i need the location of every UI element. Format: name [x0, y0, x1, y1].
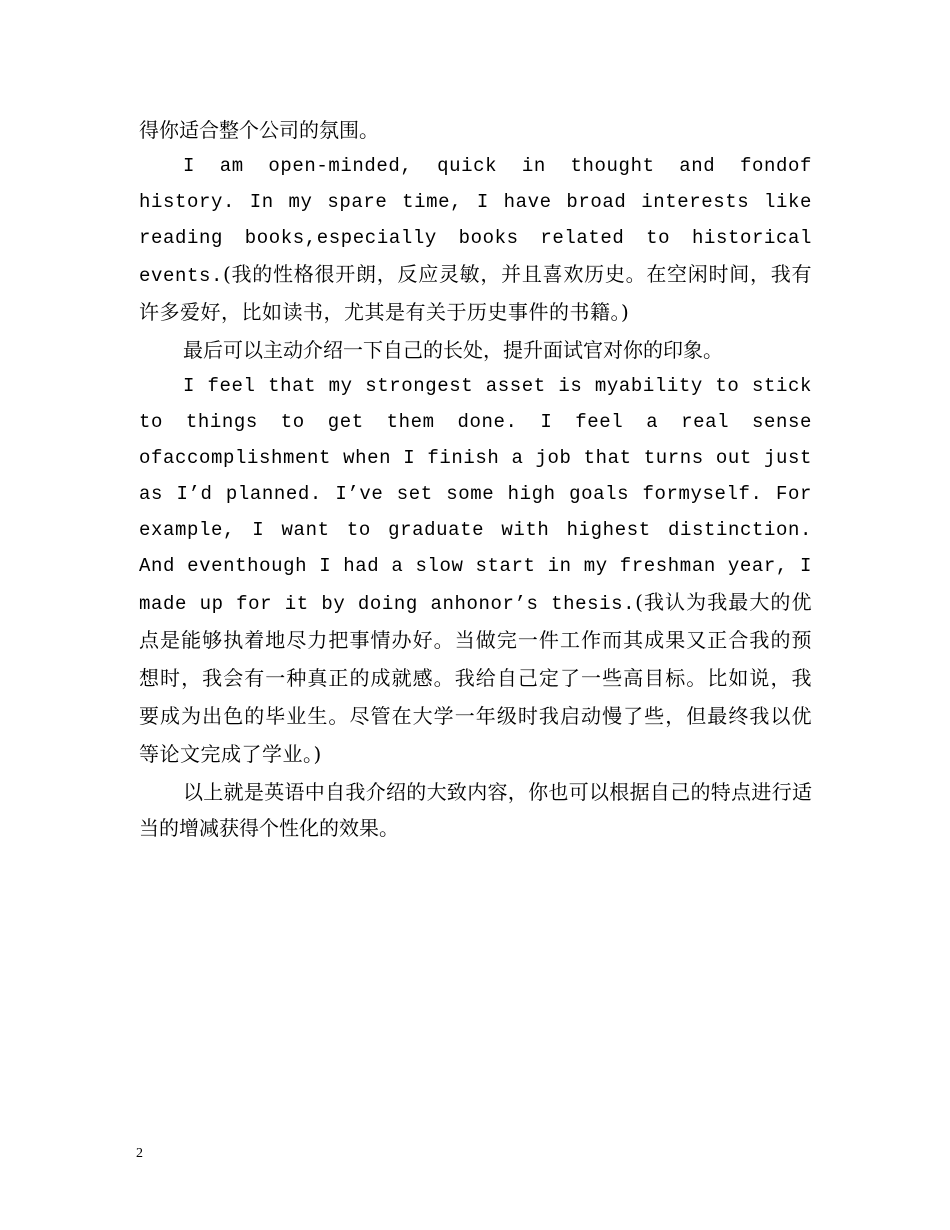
- paragraph-2-en: I am open-minded, quick in thought and fondof history. In my spare time, I have broad interests like reading books,especially books related to historical events.: [139, 155, 812, 287]
- paragraph-4-zh: (我认为我最大的优点是能够执着地尽力把事情办好。当做完一件工作而其成果又正合我的预想时，我会有一种真正的成就感。我给自己定了一些高目标。比如说，我要成为出色的毕业生。尽管在大学一年级时我启动慢了些，但最终我以优等论文完成了学业。): [139, 590, 812, 766]
- paragraph-2: [139, 148, 812, 332]
- paragraph-4-en: I feel that my strongest asset is myability to stick to things to get them done. I feel a real sense ofaccomplishment when I finish a job that turns out just as I’d planned. I’ve set some high goals formyself. For example, I want to graduate with highest distinction. And eventhough I had a slow start in my freshman year, I made up for it by doing anhonor’s thesis.: [139, 375, 812, 615]
- paragraph-2-zh: (我的性格很开朗，反应灵敏，并且喜欢历史。在空闲时间，我有许多爱好，比如读书，尤其是有关于历史事件的书籍。): [139, 262, 812, 324]
- page-number: 2: [136, 1146, 143, 1161]
- paragraph-5: [139, 774, 812, 846]
- paragraph-3: [139, 332, 812, 368]
- paragraph-3-zh: 最后可以主动介绍一下自己的长处，提升面试官对你的印象。: [183, 338, 723, 362]
- document-body: [139, 112, 812, 846]
- paragraph-5-zh: 以上就是英语中自我介绍的大致内容，你也可以根据自己的特点进行适当的增减获得个性化的效果。: [139, 780, 812, 840]
- paragraph-4: [139, 368, 812, 774]
- paragraph-1: [139, 112, 812, 148]
- paragraph-1-zh: 得你适合整个公司的氛围。: [139, 118, 379, 142]
